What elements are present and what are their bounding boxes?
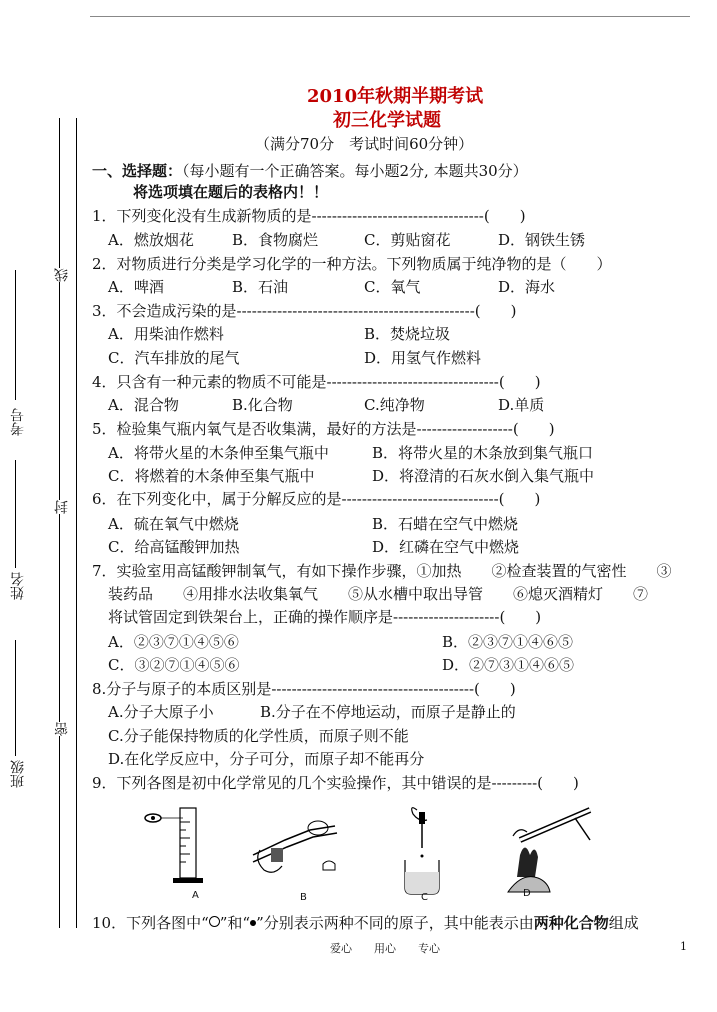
q4-option-d[interactable]: D.单质 xyxy=(498,396,545,414)
q6-option-b[interactable]: B．石蜡在空气中燃烧 xyxy=(372,515,519,533)
q1-option-b[interactable]: B．食物腐烂 xyxy=(232,231,319,249)
figure-c-dropper xyxy=(405,808,439,894)
exam-id-blank[interactable] xyxy=(15,270,16,400)
figure-a-cylinder xyxy=(145,808,203,883)
q4-option-c[interactable]: C.纯净物 xyxy=(364,396,425,414)
q2-option-a[interactable]: A．啤酒 xyxy=(108,278,164,296)
question-7-line2: 装药品 ④用排水法收集氧气 ⑤从水槽中取出导管 ⑥熄灭酒精灯 ⑦ xyxy=(108,585,649,603)
question-8: 8.分子与原子的本质区别是----------------------------------------( ) xyxy=(92,680,516,698)
q4-option-b[interactable]: B.化合物 xyxy=(232,396,293,414)
q5-option-b[interactable]: B．将带火星的木条放到集气瓶口 xyxy=(372,444,594,462)
question-10 xyxy=(92,912,639,933)
binding-line-inner xyxy=(76,118,77,928)
q6-option-a[interactable]: A．硫在氧气中燃烧 xyxy=(108,515,239,533)
question-3: 3．不会造成污染的是-----------------------------------------------( ) xyxy=(92,302,517,320)
binding-line-outer xyxy=(59,118,60,928)
label-class: 班级 xyxy=(10,760,26,788)
label-exam-id: 考号 xyxy=(10,408,26,436)
q7-option-c[interactable]: C．③②⑦①④⑤⑥ xyxy=(108,656,240,674)
q3-option-d[interactable]: D．用氢气作燃料 xyxy=(364,349,482,367)
q3-option-a[interactable]: A．用柴油作燃料 xyxy=(108,325,224,343)
section-note: （每小题有一个正确答案。每小题2分, 本题共30分） xyxy=(182,162,528,180)
exam-title: 2010年秋期半期考试 xyxy=(307,86,484,107)
q3-option-b[interactable]: B．焚烧垃圾 xyxy=(364,325,451,343)
q2-option-d[interactable]: D．海水 xyxy=(498,278,556,296)
footer-motto: 爱心 用心 专心 xyxy=(330,942,440,955)
q8-option-d[interactable]: D.在化学反应中，分子可分，而原子却不能再分 xyxy=(108,750,425,768)
figure-label-b: B xyxy=(300,892,307,903)
q1-option-c[interactable]: C．剪贴窗花 xyxy=(364,231,451,249)
q7-option-a[interactable]: A．②③⑦①④⑤⑥ xyxy=(108,633,239,651)
q6-option-c[interactable]: C．给高锰酸钾加热 xyxy=(108,538,240,556)
question-9: 9．下列各图是初中化学常见的几个实验操作，其中错误的是---------( ) xyxy=(92,774,579,792)
q3-option-c[interactable]: C．汽车排放的尾气 xyxy=(108,349,240,367)
seal-secret-char: 密 xyxy=(54,722,70,736)
seal-seal-char: 封 xyxy=(54,500,70,514)
open-circle-icon xyxy=(209,916,220,927)
q10-text-b: ”和“ xyxy=(219,914,251,932)
figure-label-c: C xyxy=(421,892,428,903)
q1-option-a[interactable]: A．燃放烟花 xyxy=(108,231,194,249)
header-rule xyxy=(90,16,690,17)
q5-option-a[interactable]: A．将带火星的木条伸至集气瓶中 xyxy=(108,444,329,462)
q7-option-d[interactable]: D．②⑦③①④⑥⑤ xyxy=(442,656,575,674)
label-name: 姓名 xyxy=(10,572,26,600)
question-7: 7．实验室用高锰酸钾制氧气，有如下操作步骤，①加热 ②检查装置的气密性 ③ xyxy=(92,562,672,580)
q8-option-c[interactable]: C.分子能保持物质的化学性质，而原子则不能 xyxy=(108,727,409,745)
figure-label-d: D xyxy=(523,888,531,899)
question-5: 5．检验集气瓶内氧气是否收集满，最好的方法是-------------------( ) xyxy=(92,420,555,438)
q4-option-a[interactable]: A．混合物 xyxy=(108,396,179,414)
name-blank[interactable] xyxy=(15,460,16,568)
figure-d-heating xyxy=(508,810,590,892)
class-blank[interactable] xyxy=(15,640,16,756)
q10-text-a: 10．下列各图中“ xyxy=(92,914,209,932)
question-7-line3: 将试管固定到铁架台上，正确的操作顺序是---------------------( ) xyxy=(108,608,542,626)
question-1: 1．下列变化没有生成新物质的是----------------------------------( ) xyxy=(92,207,526,225)
q5-option-d[interactable]: D．将澄清的石灰水倒入集气瓶中 xyxy=(372,467,595,485)
section-instruction: 将选项填在题后的表格内！！ xyxy=(133,183,329,201)
question-4: 4．只含有一种元素的物质不可能是----------------------------------( ) xyxy=(92,373,541,391)
q5-option-c[interactable]: C．将燃着的木条伸至集气瓶中 xyxy=(108,467,315,485)
question-6: 6．在下列变化中，属于分解反应的是-------------------------------( ) xyxy=(92,490,541,508)
q1-option-d[interactable]: D．钢铁生锈 xyxy=(498,231,586,249)
q7-option-b[interactable]: B．②③⑦①④⑥⑤ xyxy=(442,633,574,651)
figure-label-a: A xyxy=(192,890,199,901)
seal-line-char: 线 xyxy=(54,268,70,282)
figure-b-pouring xyxy=(253,821,337,872)
page-number: 1 xyxy=(680,940,687,953)
section-title: 一、选择题： xyxy=(92,162,183,180)
q8-option-a[interactable]: A.分子大原子小 xyxy=(108,703,214,721)
q8-option-b[interactable]: B.分子在不停地运动，而原子是静止的 xyxy=(260,703,516,721)
section-heading xyxy=(92,160,528,181)
exam-info: （满分70分 考试时间60分钟） xyxy=(255,135,474,153)
q10-text-c: ”分别表示两种不同的原子，其中能表示由 xyxy=(256,914,534,932)
question-2: 2．对物质进行分类是学习化学的一种方法。下列物质属于纯净物的是（ ） xyxy=(92,255,612,273)
q2-option-c[interactable]: C．氧气 xyxy=(364,278,421,296)
q2-option-b[interactable]: B．石油 xyxy=(232,278,289,296)
q10-text-d: 组成 xyxy=(608,914,639,932)
q6-option-d[interactable]: D．红磷在空气中燃烧 xyxy=(372,538,520,556)
q10-text-bold: 两种化合物 xyxy=(533,914,609,932)
exam-subject: 初三化学试题 xyxy=(333,110,441,131)
